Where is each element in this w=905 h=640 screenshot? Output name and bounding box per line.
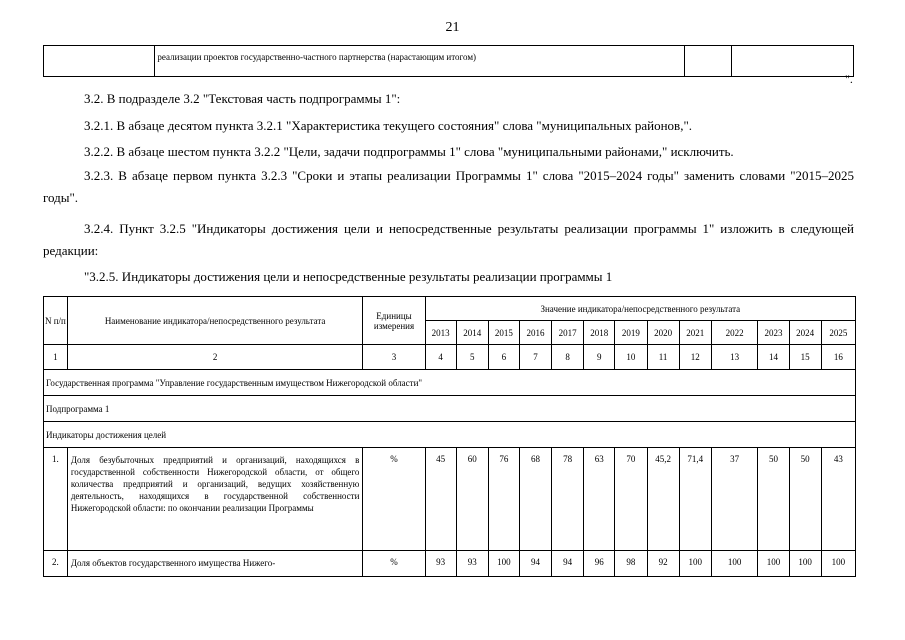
year-cell: 2016 (519, 321, 551, 345)
year-cell: 2024 (789, 321, 821, 345)
row-num: 2. (44, 551, 68, 577)
col-number: 15 (789, 345, 821, 370)
value-cell: 50 (758, 448, 789, 551)
header-num: N п/п (44, 297, 68, 345)
subprogram-row: Подпрограмма 1 (44, 396, 856, 422)
program-row: Государственная программа "Управление государственным имуществом Нижегородской области" (44, 370, 856, 396)
year-cell: 2017 (552, 321, 584, 345)
row-unit: % (363, 448, 425, 551)
row-indicator-name: Доля объектов государственного имущества Нижего- (67, 551, 363, 577)
value-cell: 45 (425, 448, 456, 551)
col-number: 6 (488, 345, 519, 370)
value-cell: 60 (456, 448, 488, 551)
year-cell: 2022 (711, 321, 758, 345)
value-cell: 71,4 (679, 448, 711, 551)
empty-cell (731, 46, 853, 77)
empty-cell (684, 46, 731, 77)
row-unit: % (363, 551, 425, 577)
indicators-table (43, 296, 856, 577)
empty-cell (44, 46, 155, 77)
paragraph-3-2-3: 3.2.3. В абзаце первом пункта 3.2.3 "Сроки и этапы реализации Программы 1" слова "2015–2024 годы" заменить словами "2015–2025 годы". (43, 168, 854, 205)
header-values: Значение индикатора/непосредственного результата (425, 297, 855, 321)
year-cell: 2023 (758, 321, 789, 345)
col-number: 9 (584, 345, 615, 370)
table-row (44, 448, 856, 551)
col-number: 3 (363, 345, 425, 370)
value-cell: 70 (615, 448, 647, 551)
row-num: 1. (44, 448, 68, 551)
year-cell: 2019 (615, 321, 647, 345)
previous-table-fragment (43, 45, 854, 77)
year-cell: 2015 (488, 321, 519, 345)
value-cell: 96 (584, 551, 615, 577)
paragraph-3-2-4: 3.2.4. Пункт 3.2.5 "Индикаторы достижения цели и непосредственные результаты реализации программы 1" изложить в следующей редакции: (43, 221, 854, 258)
indicators-label-row: Индикаторы достижения целей (44, 422, 856, 448)
value-cell: 92 (647, 551, 679, 577)
col-number: 11 (647, 345, 679, 370)
value-cell: 100 (821, 551, 855, 577)
value-cell: 63 (584, 448, 615, 551)
paragraph-3-2-1: 3.2.1. В абзаце десятом пункта 3.2.1 "Характеристика текущего состояния" слова "муниципальных районов,". (84, 118, 692, 133)
closing-quote: ". (845, 72, 853, 86)
year-cell: 2021 (679, 321, 711, 345)
col-number: 7 (519, 345, 551, 370)
col-number: 12 (679, 345, 711, 370)
value-cell: 50 (789, 448, 821, 551)
year-cell: 2013 (425, 321, 456, 345)
page-number: 21 (445, 20, 460, 35)
value-cell: 100 (488, 551, 519, 577)
value-cell: 100 (758, 551, 789, 577)
year-cell: 2014 (456, 321, 488, 345)
paragraph-3-2: 3.2. В подразделе 3.2 "Текстовая часть подпрограммы 1": (84, 91, 401, 106)
col-number: 10 (615, 345, 647, 370)
value-cell: 45,2 (647, 448, 679, 551)
value-cell: 68 (519, 448, 551, 551)
value-cell: 100 (789, 551, 821, 577)
header-name: Наименование индикатора/непосредственного результата (67, 297, 363, 345)
col-number: 5 (456, 345, 488, 370)
value-cell: 94 (519, 551, 551, 577)
value-cell: 93 (456, 551, 488, 577)
col-number: 8 (552, 345, 584, 370)
value-cell: 93 (425, 551, 456, 577)
year-cell: 2020 (647, 321, 679, 345)
value-cell: 78 (552, 448, 584, 551)
header-unit: Единицы измерения (363, 297, 425, 345)
col-number: 13 (711, 345, 758, 370)
fragment-text: реализации проектов государственно-частного партнерства (нарастающим итогом) (155, 46, 684, 77)
col-number: 16 (821, 345, 855, 370)
year-cell: 2018 (584, 321, 615, 345)
row-indicator-name: Доля безубыточных предприятий и организаций, находящихся в государственной собственности Нижегородской области, от общего количества предприятий и организаций, ведущих хозяйственную деятельность, находящихся в государственной собственности Нижегородской области: по окончании реализации Программы (67, 448, 363, 551)
col-number: 2 (67, 345, 363, 370)
paragraph-3-2-2: 3.2.2. В абзаце шестом пункта 3.2.2 "Цели, задачи подпрограммы 1" слова "муниципальными районами," исключить. (84, 144, 734, 159)
value-cell: 76 (488, 448, 519, 551)
value-cell: 100 (679, 551, 711, 577)
col-number: 14 (758, 345, 789, 370)
value-cell: 43 (821, 448, 855, 551)
col-number: 1 (44, 345, 68, 370)
table-row (44, 551, 856, 577)
value-cell: 94 (552, 551, 584, 577)
value-cell: 100 (711, 551, 758, 577)
paragraph-3-2-5-title: "3.2.5. Индикаторы достижения цели и непосредственные результаты реализации программы 1 (84, 269, 613, 284)
year-cell: 2025 (821, 321, 855, 345)
col-number: 4 (425, 345, 456, 370)
value-cell: 37 (711, 448, 758, 551)
value-cell: 98 (615, 551, 647, 577)
